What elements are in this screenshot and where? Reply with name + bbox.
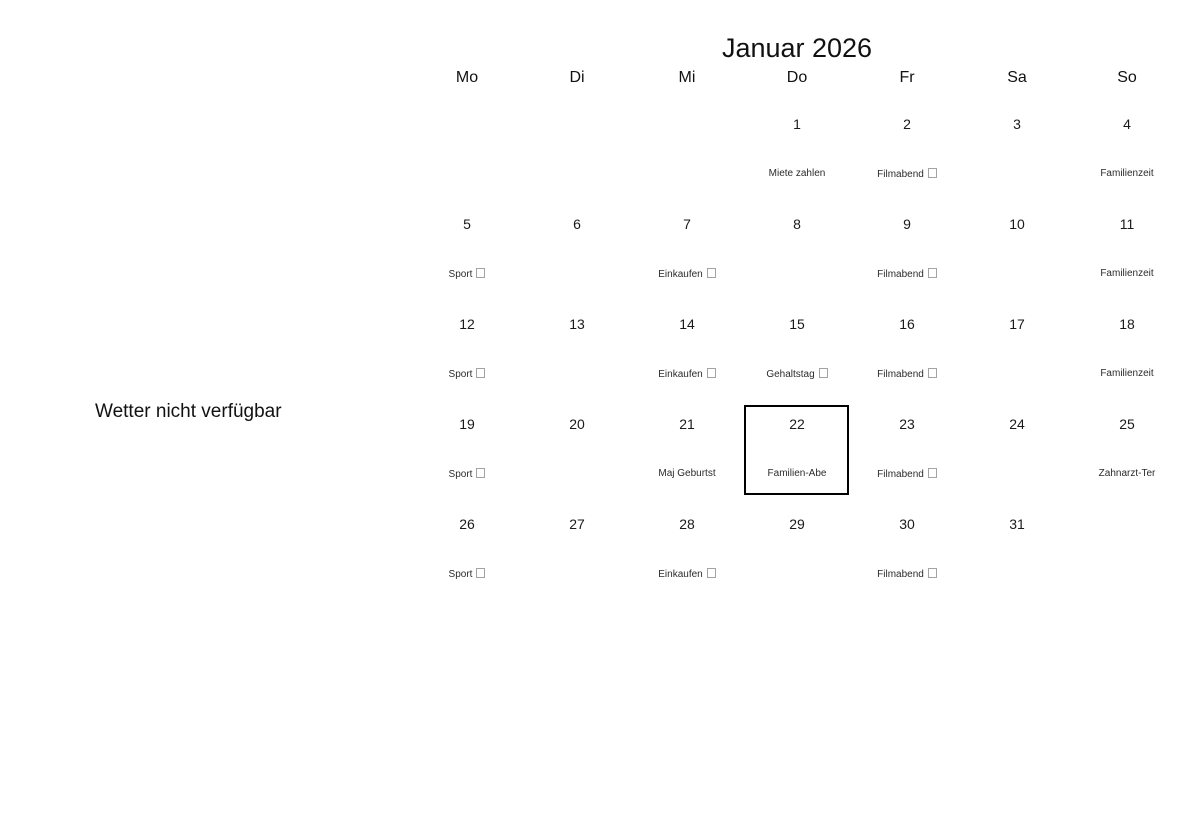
calendar-day-cell [632,305,742,405]
calendar-day-cell [412,405,522,505]
event-label: Familien-Abe [767,468,827,479]
day-number: 25 [1119,416,1135,432]
calendar-day-cell [412,305,522,405]
calendar-day-cell [632,505,742,605]
calendar-day-cell [852,405,962,505]
calendar-day-cell [852,505,962,605]
event-label: Filmabend [852,468,962,480]
calendar-empty-cell [522,105,632,205]
calendar-day-cell [742,105,852,205]
day-number: 14 [679,316,695,332]
calendar-empty-cell [412,105,522,205]
day-number: 19 [459,416,475,432]
day-number: 3 [1013,116,1021,132]
calendar-day-cell [742,305,852,405]
day-number: 24 [1009,416,1025,432]
calendar-day-cell [522,205,632,305]
calendar-day-cell [962,505,1072,605]
day-number: 10 [1009,216,1025,232]
day-number: 8 [793,216,801,232]
event-label: Miete zahlen [768,168,826,179]
calendar-day-cell [632,405,742,505]
calendar-day-cell [962,305,1072,405]
event-label: Gehaltstag [742,368,852,380]
checkbox-icon [928,368,937,378]
calendar-day-cell [742,505,852,605]
day-number: 17 [1009,316,1025,332]
calendar-day-cell [1072,205,1182,305]
calendar-day-cell [522,505,632,605]
checkbox-icon [928,268,937,278]
calendar-grid [412,105,1182,605]
day-number: 12 [459,316,475,332]
day-number: 20 [569,416,585,432]
calendar-day-cell [962,105,1072,205]
calendar-day-cell [852,105,962,205]
weekday-header-row [412,69,1182,87]
weekday-header-so: So [1117,69,1137,86]
calendar-day-cell [632,205,742,305]
calendar-day-cell [962,405,1072,505]
event-label: Filmabend [852,368,962,380]
weekday-header-do: Do [786,69,808,86]
day-number: 29 [789,516,805,532]
day-number: 28 [679,516,695,532]
day-number: 21 [679,416,695,432]
day-number: 22 [789,416,805,432]
calendar-day-cell [1072,405,1182,505]
calendar-day-cell [1072,305,1182,405]
day-number: 2 [903,116,911,132]
day-number: 16 [899,316,915,332]
event-label: Sport [412,268,522,280]
checkbox-icon [928,568,937,578]
calendar-empty-cell [632,105,742,205]
event-label: Filmabend [852,168,962,180]
weekday-header-di: Di [569,69,585,86]
event-label: Einkaufen [632,268,742,280]
event-label: Einkaufen [632,568,742,580]
day-number: 11 [1119,216,1135,232]
day-number: 31 [1009,516,1025,532]
calendar-month-title: Januar 2026 [721,33,873,63]
event-label: Sport [412,568,522,580]
checkbox-icon [928,168,937,178]
weekday-header-mi: Mi [678,69,696,86]
checkbox-icon [707,368,716,378]
checkbox-icon [819,368,828,378]
event-label: Familienzeit [1100,268,1154,279]
calendar-day-cell [852,305,962,405]
calendar-day-cell [522,305,632,405]
event-label: Familienzeit [1100,168,1154,179]
event-label: Sport [412,368,522,380]
day-number: 5 [463,216,471,232]
checkbox-icon [476,268,485,278]
checkbox-icon [476,568,485,578]
day-number: 18 [1119,316,1135,332]
calendar-day-cell [962,205,1072,305]
event-label: Einkaufen [632,368,742,380]
checkbox-icon [476,368,485,378]
checkbox-icon [476,468,485,478]
day-number: 1 [793,116,801,132]
weekday-header-sa: Sa [1007,69,1027,86]
day-number: 6 [573,216,581,232]
day-number: 23 [899,416,915,432]
event-label: Filmabend [852,268,962,280]
checkbox-icon [928,468,937,478]
event-label: Maj Geburtst [658,468,716,479]
event-label: Familienzeit [1100,368,1154,379]
weekday-header-fr: Fr [899,69,915,86]
event-label: Filmabend [852,568,962,580]
calendar-day-cell [522,405,632,505]
checkbox-icon [707,568,716,578]
calendar-day-cell [742,205,852,305]
day-number: 27 [569,516,585,532]
calendar-day-cell [412,205,522,305]
calendar-empty-cell [1072,505,1182,605]
checkbox-icon [707,268,716,278]
day-number: 4 [1123,116,1131,132]
calendar-day-cell [852,205,962,305]
day-number: 30 [899,516,915,532]
calendar-day-cell [1072,105,1182,205]
day-number: 13 [569,316,585,332]
day-number: 9 [903,216,911,232]
day-number: 26 [459,516,475,532]
day-number: 15 [789,316,805,332]
calendar-day-cell [742,405,852,505]
weather-unavailable-message: Wetter nicht verfügbar [95,401,282,422]
day-number: 7 [683,216,691,232]
calendar-day-cell [412,505,522,605]
event-label: Zahnarzt-Ter [1098,468,1156,479]
event-label: Sport [412,468,522,480]
weekday-header-mo: Mo [455,69,479,86]
